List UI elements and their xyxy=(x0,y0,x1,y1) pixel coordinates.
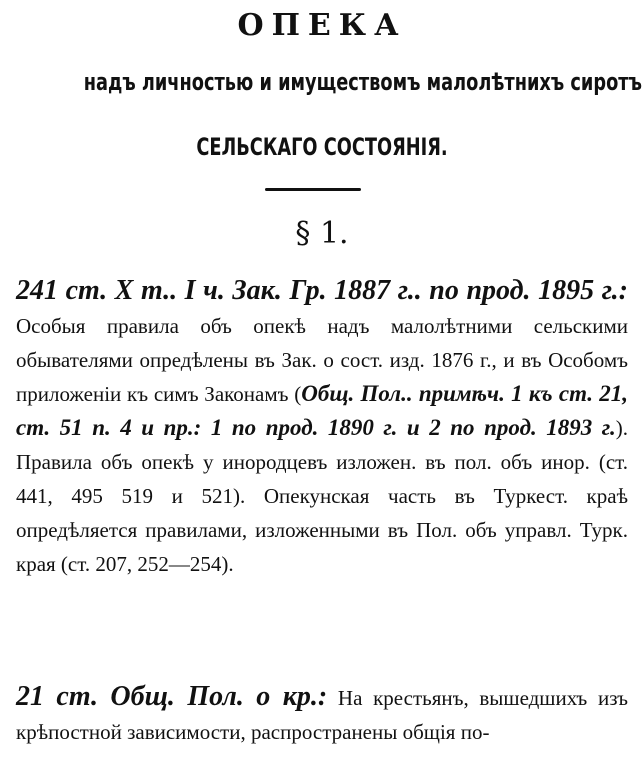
law-reference: 241 ст. X т.. I ч. Зак. Гр. 1887 г.. по прод. 1895 г.: xyxy=(16,275,628,306)
law-reference: 21 ст. Общ. Пол. о кр.: xyxy=(16,681,328,712)
section-mark: § 1. xyxy=(295,216,349,251)
document-title: ОПЕКА xyxy=(237,8,407,43)
law-reference: Общ. Пол.. примѣч. 1 къ ст. 21, ст. 51 п. 4 и пр.: 1 по прод. 1890 г. и 2 по прод. 1893 г. xyxy=(16,381,628,440)
paragraph-2 xyxy=(16,680,628,749)
document-subtitle-line2: СЕЛЬСКАГО СОСТОЯНІЯ. xyxy=(196,133,448,161)
paragraph-text: Особыя правила объ опекѣ надъ малолѣтними сельскими обывателями опредѣлены въ Зак. о сост. изд. 1876 г., и въ Особомъ приложеніи къ симъ Законамъ ( xyxy=(16,314,628,406)
paragraph-text: ). Правила объ опекѣ у инородцевъ изложен. въ пол. объ инор. (ст. 441, 495 519 и 521). Опекунская часть въ Туркест. краѣ опредѣляется правилами, изложенными въ Пол. объ управл. Турк. края (ст. 207, 252—254). xyxy=(16,416,628,576)
paragraph-text: На крестьянъ, вышедшихъ изъ крѣпостной зависимости, распространены общія по- xyxy=(16,686,628,744)
decorative-rule xyxy=(265,188,361,191)
paragraph-1 xyxy=(16,274,628,581)
document-subtitle-line1: надъ личностью и имуществомъ малолѣтнихъ сиротъ xyxy=(83,68,642,96)
